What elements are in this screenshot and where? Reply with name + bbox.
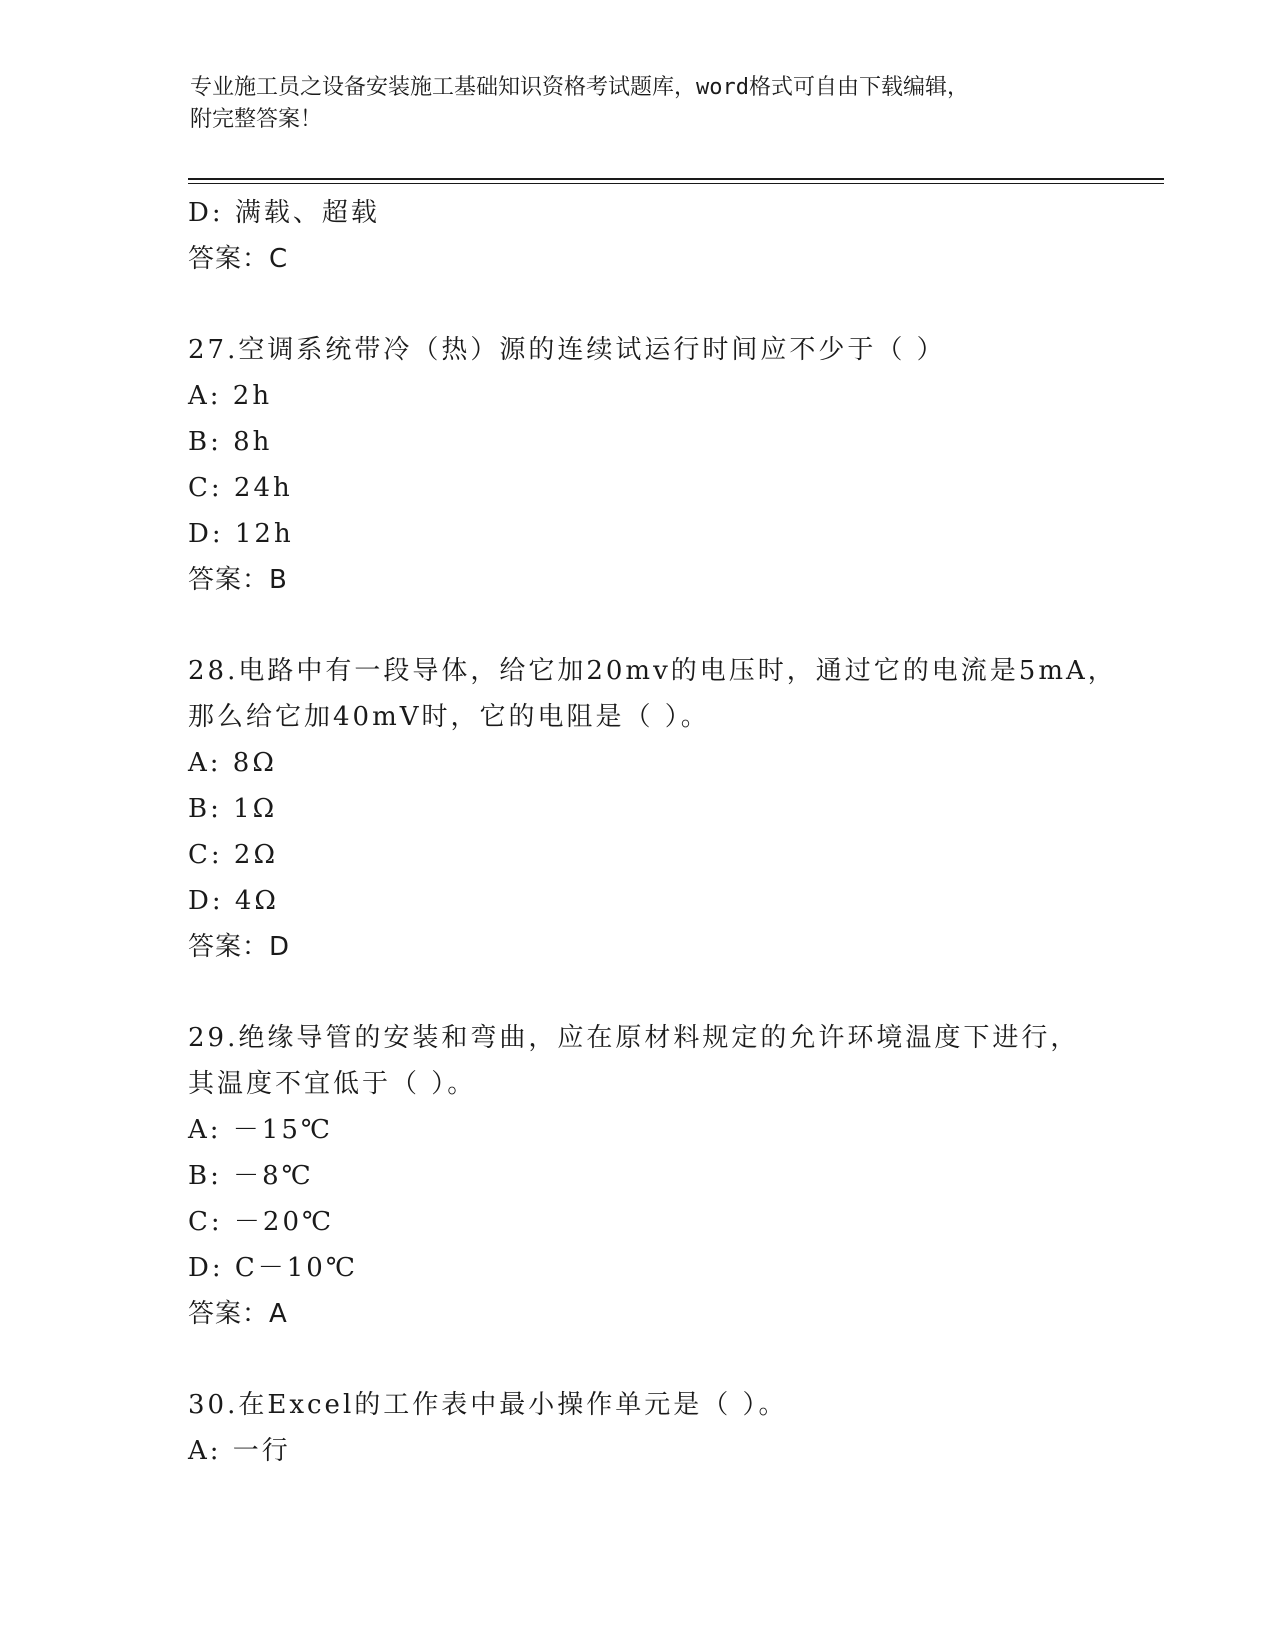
answer-fragment: 答案：C xyxy=(188,244,289,274)
question-29-stem-line-1: 29.绝缘导管的安装和弯曲，应在原材料规定的允许环境温度下进行， xyxy=(188,1023,1080,1053)
spacer xyxy=(188,970,1148,1015)
spacer xyxy=(188,282,1148,327)
question-list xyxy=(188,190,1148,1474)
question-27-option-a: A: 2h xyxy=(188,381,273,411)
document-header xyxy=(190,72,1090,136)
question-29-answer: 答案：A xyxy=(188,1299,288,1329)
header-line-2: 附完整答案！ xyxy=(190,107,323,132)
question-28-stem-line-1: 28.电路中有一段导体，给它加20mv的电压时，通过它的电流是5mA， xyxy=(188,656,1117,686)
spacer xyxy=(188,1337,1148,1382)
question-28-option-a: A: 8Ω xyxy=(188,748,277,778)
question-28-answer: 答案：D xyxy=(188,932,291,962)
question-27-option-b: B: 8h xyxy=(188,427,273,457)
question-29-option-b: B: －8℃ xyxy=(188,1161,314,1191)
question-27-answer: 答案：B xyxy=(188,565,288,595)
question-28-option-b: B: 1Ω xyxy=(188,794,278,824)
question-27-option-d: D: 12h xyxy=(188,519,294,549)
question-29-option-c: C: －20℃ xyxy=(188,1207,335,1237)
question-27-option-c: C: 24h xyxy=(188,473,293,503)
header-line-1: 专业施工员之设备安装施工基础知识资格考试题库，word格式可自由下载编辑， xyxy=(190,75,969,100)
question-29-stem-line-2: 其温度不宜低于（ ）。 xyxy=(188,1069,477,1099)
question-27-stem: 27.空调系统带冷（热）源的连续试运行时间应不少于（ ） xyxy=(188,335,946,365)
header-rule-thick xyxy=(188,178,1164,180)
spacer xyxy=(188,603,1148,648)
option-d-fragment: D: 满载、超载 xyxy=(188,198,380,228)
question-28-option-d: D: 4Ω xyxy=(188,886,279,916)
question-29-option-d: D: C－10℃ xyxy=(188,1253,358,1283)
question-29-option-a: A: －15℃ xyxy=(188,1115,333,1145)
question-28-stem-line-2: 那么给它加40mV时，它的电阻是（ ）。 xyxy=(188,702,710,732)
question-28-option-c: C: 2Ω xyxy=(188,840,279,870)
question-30-option-a: A: 一行 xyxy=(188,1436,291,1466)
header-rule-thin xyxy=(188,183,1164,184)
question-30-stem: 30.在Excel的工作表中最小操作单元是（ ）。 xyxy=(188,1390,788,1420)
